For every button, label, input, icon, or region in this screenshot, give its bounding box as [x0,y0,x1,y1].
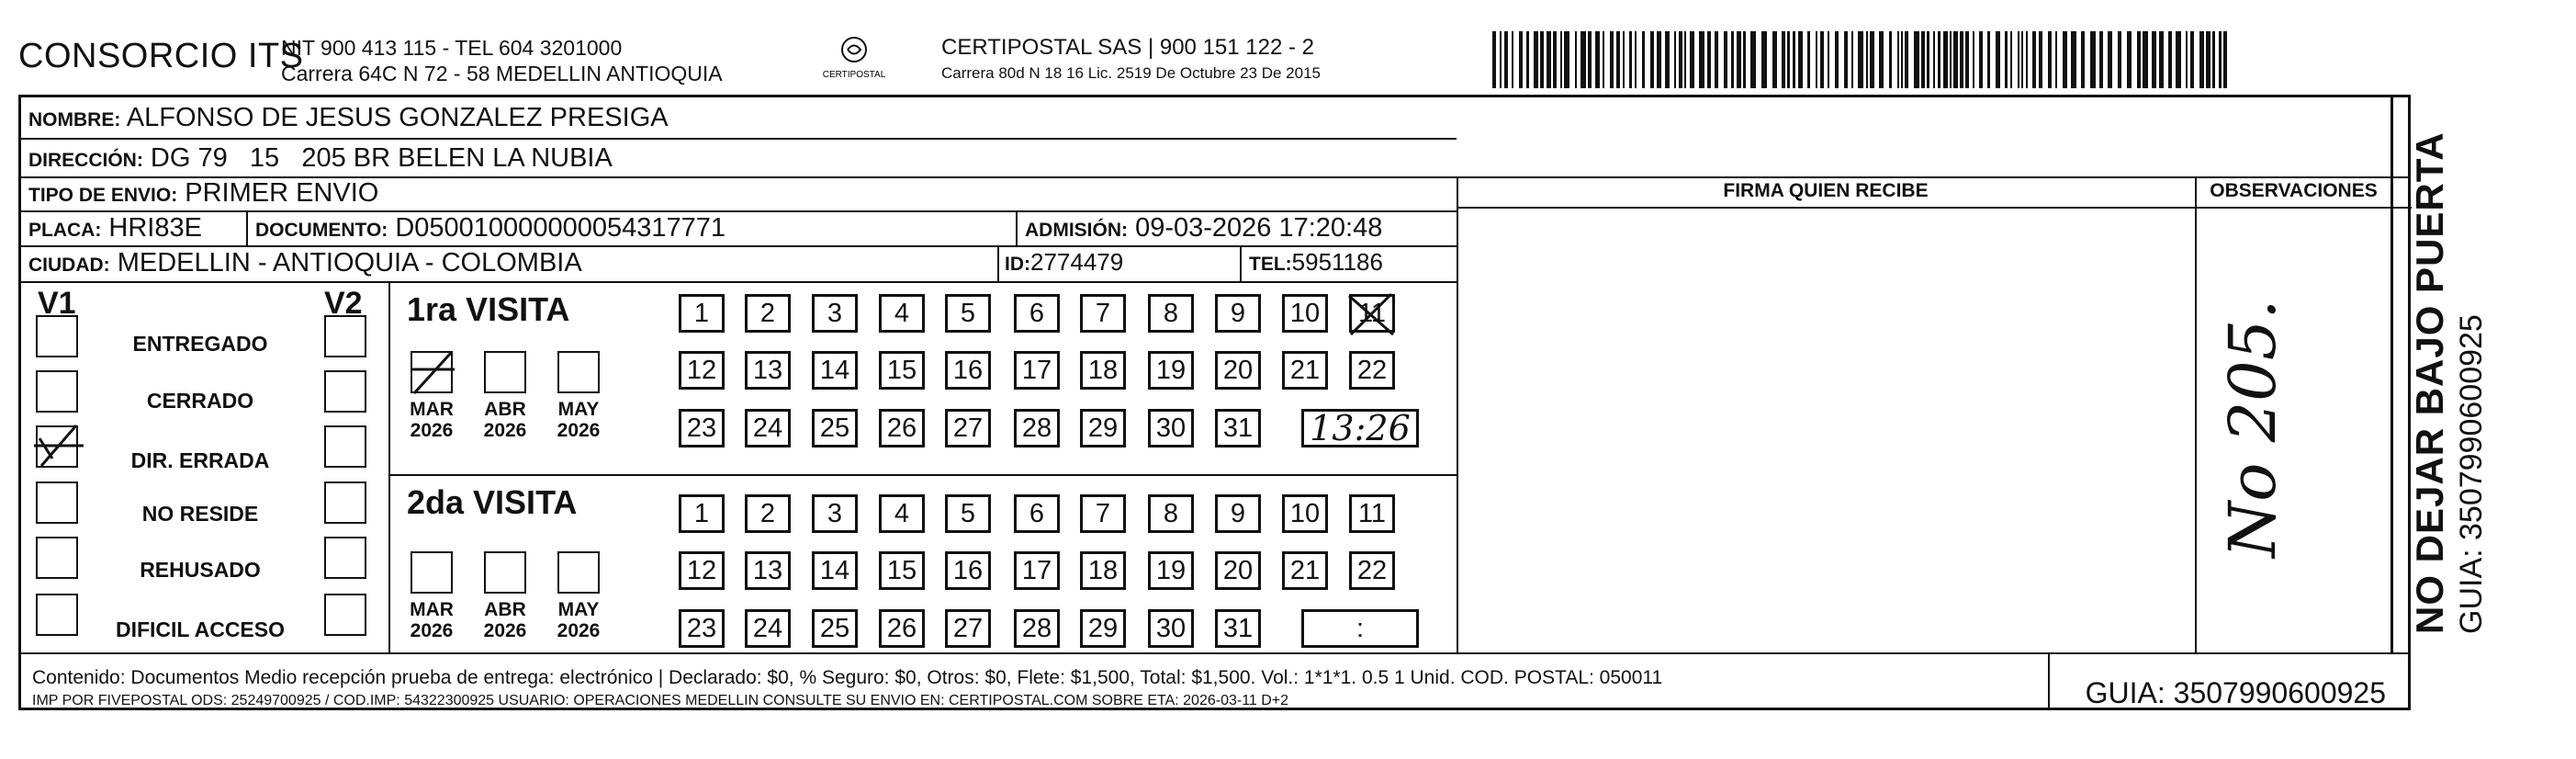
day-box[interactable]: 2 [745,294,791,333]
admision-field [1025,213,1382,244]
barcode-bar [2190,31,2194,88]
barcode-bar [1603,31,1604,88]
v1-checkbox[interactable] [36,370,78,413]
day-box[interactable]: 22 [1349,551,1395,590]
barcode-bar [1504,31,1508,88]
certipostal-info [941,35,1321,86]
placa-label: PLACA: [28,220,102,241]
placa-field [28,213,202,244]
barcode-bar [1657,31,1661,88]
month-year: 2026 [410,420,454,441]
month-label [546,599,611,641]
month-name: MAR [410,599,454,620]
id-value: 2774479 [1030,248,1124,276]
barcode-bar [1519,31,1523,88]
barcode-bar [2071,31,2076,88]
barcode-bar [1798,31,1803,88]
status-label: DIFICIL ACCESO [115,617,285,641]
day-box[interactable]: 6 [1014,294,1060,333]
v2-label: V2 [324,286,363,321]
barcode-bar [1905,31,1908,88]
certipostal-logo-icon [808,31,900,86]
barcode-bar [1731,31,1734,88]
day-box[interactable]: 21 [1282,351,1328,390]
barcode-bar [2032,31,2036,88]
barcode-bar [1623,31,1625,88]
day-box[interactable]: 1 [679,294,725,333]
day-box[interactable]: 12 [679,351,725,390]
day-box[interactable]: 27 [945,409,991,447]
second-visit-title: 2da VISITA [407,483,578,521]
barcode-bar [1642,31,1645,88]
nombre-value: ALFONSO DE JESUS GONZALEZ PRESIGA [126,103,669,132]
v2-checkbox[interactable] [324,370,366,413]
barcode-bar [1724,31,1727,88]
direccion-field [28,143,613,174]
barcode-bar [1500,31,1502,88]
barcode-bar [1933,31,1935,88]
time-box[interactable]: 13:26 [1301,409,1419,447]
day-box[interactable]: 15 [879,351,925,390]
ciudad-value: MEDELLIN - ANTIOQUIA - COLOMBIA [117,248,582,278]
day-box[interactable]: 17 [1014,551,1060,590]
day-box[interactable]: 20 [1215,551,1261,590]
admision-label: ADMISIÓN: [1025,220,1128,241]
status-label: REHUSADO [140,558,261,582]
day-box[interactable]: 16 [945,551,991,590]
barcode-bar [1564,31,1569,88]
day-box[interactable]: 13 [745,551,791,590]
month-checkbox[interactable] [484,551,526,594]
v2-checkbox[interactable] [324,537,366,579]
barcode-bar [1715,31,1718,88]
barcode-bar [2063,31,2067,88]
day-box[interactable]: 11 [1349,294,1395,333]
id-label: ID: [1005,254,1030,275]
day-box[interactable]: 29 [1080,409,1126,447]
v2-checkbox[interactable] [324,315,366,357]
barcode-bar [1987,31,1990,88]
month-name: MAY [557,399,600,420]
observaciones-handwriting: No 205. [2215,299,2290,558]
v1-checkbox[interactable] [36,481,78,524]
barcode-bar [1828,31,1829,88]
barcode-bar [1807,31,1810,88]
barcode-bar [2055,31,2057,88]
barcode-bar [1927,31,1929,88]
v1-checkbox[interactable] [36,315,78,357]
tipo-envio-field [28,178,378,209]
barcode-bar [2199,31,2204,88]
barcode-bar [1844,31,1848,88]
barcode-bar [1610,31,1614,88]
day-box[interactable]: 7 [1080,494,1126,533]
documento-value: D050010000000054317771 [395,213,726,243]
tipo-envio-value: PRIMER ENVIO [185,178,379,208]
barcode-bar [1699,31,1704,88]
day-box[interactable]: 28 [1014,409,1060,447]
barcode-bar [1665,31,1670,88]
day-box[interactable]: 3 [812,294,858,333]
day-box[interactable]: 31 [1215,409,1261,447]
barcode-bar [1787,31,1790,88]
ciudad-field [28,248,582,278]
month-checkbox[interactable] [557,551,600,594]
barcode-bar [1820,31,1824,88]
month-name: MAY [557,599,600,620]
barcode-bar [2018,31,2019,88]
day-box[interactable]: 1 [679,494,725,533]
barcode-bar [1897,31,1899,88]
barcode-bar [2206,31,2210,88]
day-box[interactable]: 8 [1148,494,1194,533]
barcode-bar [2099,31,2103,88]
direccion-label: DIRECCIÓN: [28,150,143,171]
day-box[interactable]: 16 [945,351,991,390]
barcode-bar [2108,31,2112,88]
day-box[interactable]: 18 [1080,551,1126,590]
day-box[interactable]: 6 [1014,494,1060,533]
day-box[interactable]: 4 [879,294,925,333]
day-box[interactable]: 19 [1148,351,1194,390]
company-address: Carrera 64C N 72 - 58 MEDELLIN ANTIOQUIA [281,62,723,85]
day-box[interactable]: 24 [745,609,791,648]
barcode-bar [1870,31,1874,88]
month-name: ABR [484,399,526,420]
barcode-bar [2039,31,2042,88]
barcode-bar [2010,31,2012,88]
month-label [546,399,611,441]
day-box[interactable]: 23 [679,609,725,648]
barcode-bar [1943,31,1948,88]
delivery-form [18,95,2411,710]
barcode-bar [1889,31,1892,88]
company-name: CONSORCIO ITS [18,37,304,75]
barcode-bar [1547,31,1551,88]
barcode-bar [2081,31,2085,88]
check-mark-icon [407,347,458,399]
month-checkbox[interactable] [411,351,453,393]
barcode-bar [1858,31,1863,88]
placa-value: HRI83E [108,213,202,243]
barcode-bar [2219,31,2222,88]
barcode-bar [1595,31,1600,88]
day-box[interactable]: 5 [945,294,991,333]
day-box[interactable]: 8 [1148,294,1194,333]
month-year: 2026 [483,420,527,441]
month-label [473,399,537,441]
barcode-bar [2212,31,2215,88]
company-nit: NIT 900 413 115 - TEL 604 3201000 [281,36,623,60]
barcode-bar [1938,31,1940,88]
day-box[interactable]: 17 [1014,351,1060,390]
barcode-bar [1629,31,1632,88]
barcode-bar [1921,31,1925,88]
barcode-bar [2127,31,2132,88]
day-box[interactable]: 20 [1215,351,1261,390]
no-dejar-bajo-puerta: NO DEJAR BAJO PUERTA [2408,131,2451,634]
month-year: 2026 [557,420,601,441]
barcode-bar [1560,31,1562,88]
time-box[interactable]: : [1301,609,1419,648]
month-year: 2026 [483,620,527,641]
firma-header: FIRMA QUIEN RECIBE [1723,180,1929,201]
barcode-bar [1953,31,1958,88]
barcode-bar [1979,31,1983,88]
month-year: 2026 [410,620,454,641]
ciudad-label: CIUDAD: [28,255,110,276]
day-box[interactable]: 30 [1148,409,1194,447]
nombre-field [28,103,669,133]
barcode-bar [2137,31,2141,88]
company-info [281,35,723,86]
day-box[interactable]: 11 [1349,494,1395,533]
barcode-bar [1737,31,1741,88]
day-box[interactable]: 2 [745,494,791,533]
month-label [473,599,537,641]
v1-checkbox[interactable] [36,537,78,579]
day-box[interactable]: 26 [879,609,925,648]
logo-text: CERTIPOSTAL [822,70,886,80]
barcode-bar [1901,31,1903,88]
footer-print-info: IMP POR FIVEPOSTAL ODS: 25249700925 / COD.IMP: 54322300925 USUARIO: OPERACIONES MEDELLIN CONSULTE SU ENVIO EN: CERTIPOSTAL.COM SOBRE ETA: 2026-03-11 D+2 [32,693,1289,708]
month-label [399,399,464,441]
first-visit-title: 1ra VISITA [407,290,570,328]
barcode-bar [1973,31,1974,88]
tel-value: 5951186 [1291,248,1383,276]
barcode-bar [1816,31,1817,88]
documento-field [255,213,726,244]
barcode-bar [1707,31,1711,88]
month-checkbox[interactable] [557,351,600,393]
month-checkbox[interactable] [484,351,526,393]
tipo-envio-label: TIPO DE ENVIO: [28,185,178,206]
day-box[interactable]: 23 [679,409,725,447]
barcode-bar [1575,31,1577,88]
barcode-bar [2168,31,2172,88]
day-box[interactable]: 29 [1080,609,1126,648]
side-guia: GUIA: 3507990600925 [2454,314,2489,634]
tel-field [1249,248,1383,277]
day-box[interactable]: 12 [679,551,725,590]
barcode-bar [1534,31,1538,88]
day-box[interactable]: 22 [1349,351,1395,390]
documento-label: DOCUMENTO: [255,220,388,241]
day-box[interactable]: 14 [812,551,858,590]
barcode-bar [1743,31,1746,88]
v2-checkbox[interactable] [324,425,366,468]
barcode-bar [1580,31,1586,88]
barcode-bar [1684,31,1686,88]
day-box[interactable]: 7 [1080,294,1126,333]
barcode [1492,31,2227,88]
day-box[interactable]: 9 [1215,294,1261,333]
observaciones-header: OBSERVACIONES [2210,180,2378,201]
certipostal-line2: Carrera 80d N 18 16 Lic. 2519 De Octubre 23 De 2015 [941,64,1321,82]
footer-contents: Contenido: Documentos Medio recepción prueba de entrega: electrónico | Declarado: $0, % Seguro: $0, Otros: $0, Flete: $1,500, Total: $1,500. Vol.: 1*1*1. 0.5 1 Unid. COD. POSTAL: 050011 [32,667,1663,688]
month-checkbox[interactable] [411,551,453,594]
barcode-bar [1851,31,1853,88]
barcode-bar [2223,31,2227,88]
barcode-bar [2152,31,2156,88]
barcode-bar [1674,31,1676,88]
status-label: DIR. ERRADA [130,448,270,472]
barcode-bar [1879,31,1884,88]
barcode-bar [1965,31,1969,88]
barcode-bar [1492,31,1496,88]
v2-checkbox[interactable] [324,481,366,524]
certipostal-line1: CERTIPOSTAL SAS | 900 151 122 - 2 [941,35,1314,60]
v1-checkbox[interactable] [36,425,78,468]
barcode-bar [2118,31,2121,88]
barcode-bar [2021,31,2023,88]
barcode-bar [1772,31,1777,88]
barcode-bar [2176,31,2181,88]
barcode-bar [1866,31,1868,88]
barcode-bar [1512,31,1513,88]
barcode-bar [2159,31,2164,88]
v1-label: V1 [38,286,76,321]
barcode-bar [1650,31,1654,88]
barcode-bar [1950,31,1952,88]
day-box[interactable]: 15 [879,551,925,590]
barcode-bar [2005,31,2008,88]
barcode-bar [2048,31,2052,88]
day-box[interactable]: 19 [1148,551,1194,590]
day-box[interactable]: 18 [1080,351,1126,390]
status-label: CERRADO [146,389,254,413]
barcode-bar [1679,31,1682,88]
barcode-bar [1588,31,1592,88]
day-box[interactable]: 26 [879,409,925,447]
barcode-bar [1553,31,1557,88]
barcode-bar [1782,31,1785,88]
day-box[interactable]: 24 [745,409,791,447]
day-box[interactable]: 14 [812,351,858,390]
check-mark-icon [32,418,87,473]
day-box[interactable]: 3 [812,494,858,533]
barcode-bar [1793,31,1795,88]
v1-checkbox[interactable] [36,594,78,636]
day-box[interactable]: 10 [1282,494,1328,533]
tel-label: TEL: [1249,254,1292,275]
month-name: MAR [410,399,454,420]
side-notice [2408,131,2490,634]
barcode-bar [1690,31,1694,88]
status-label: NO RESIDE [141,502,259,526]
barcode-bar [2186,31,2188,88]
barcode-bar [1635,31,1637,88]
day-box[interactable]: 10 [1282,294,1328,333]
barcode-bar [1960,31,1963,88]
barcode-bar [1996,31,2000,88]
barcode-bar [1616,31,1620,88]
admision-value: 09-03-2026 17:20:48 [1135,213,1383,243]
v2-checkbox[interactable] [324,594,366,636]
barcode-bar [1750,31,1756,88]
day-box[interactable]: 28 [1014,609,1060,648]
day-box[interactable]: 9 [1215,494,1261,533]
day-box[interactable]: 25 [812,409,858,447]
day-box[interactable]: 31 [1215,609,1261,648]
barcode-bar [1914,31,1919,88]
day-box[interactable]: 5 [945,494,991,533]
barcode-bar [1540,31,1544,88]
day-box[interactable]: 21 [1282,551,1328,590]
month-year: 2026 [557,620,601,641]
barcode-bar [2143,31,2148,88]
status-label: ENTREGADO [132,332,268,356]
direccion-value: DG 79 15 205 BR BELEN LA NUBIA [150,143,613,173]
footer-guia: GUIA: 3507990600925 [2085,676,2386,709]
day-box[interactable]: 4 [879,494,925,533]
nombre-label: NOMBRE: [28,109,121,130]
barcode-bar [1526,31,1529,88]
day-box[interactable]: 30 [1148,609,1194,648]
month-label [399,599,464,641]
barcode-bar [1835,31,1839,88]
barcode-bar [2090,31,2096,88]
month-name: ABR [484,599,526,620]
barcode-bar [2026,31,2028,88]
day-box[interactable]: 25 [812,609,858,648]
day-box[interactable]: 13 [745,351,791,390]
barcode-bar [1761,31,1767,88]
day-box[interactable]: 27 [945,609,991,648]
id-field [1005,248,1123,277]
